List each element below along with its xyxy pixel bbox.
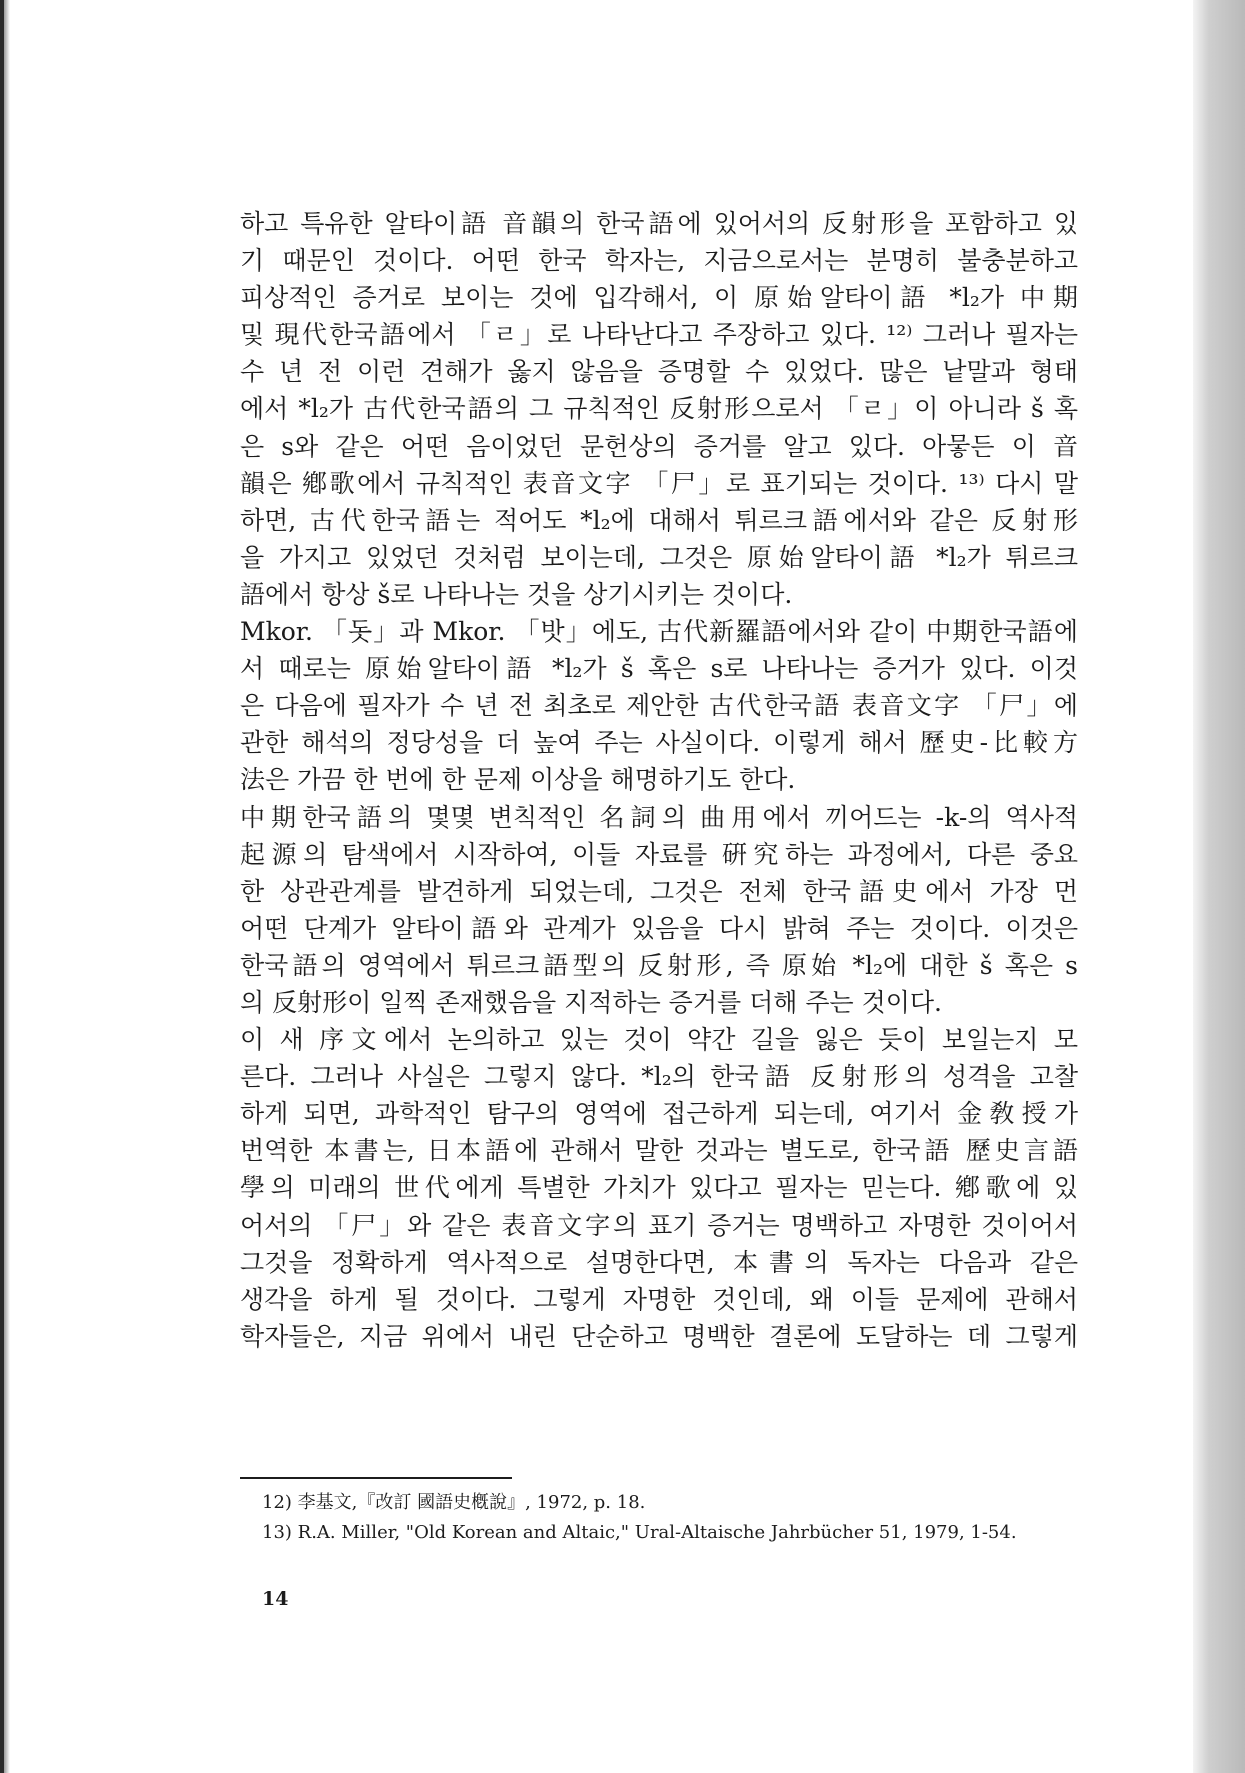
text-line: 른다. 그러나 사실은 그렇지 않다. *l₂의 한국語 反射形의 성격을 고찰 xyxy=(240,1062,1078,1092)
text-line: 韻은 鄕歌에서 규칙적인 表音文字 「尸」로 표기되는 것이다. ¹³⁾ 다시 말 xyxy=(240,468,1078,498)
text-line: 한 상관관계를 발견하게 되었는데, 그것은 전체 한국語史에서 가장 먼 xyxy=(240,876,1078,906)
text-line: 에서 *l₂가 古代한국語의 그 규칙적인 反射形으로서 「ㄹ」이 아니라 š 혹 xyxy=(240,394,1078,424)
text-line: 관한 해석의 정당성을 더 높여 주는 사실이다. 이렇게 해서 歷史-比較方 xyxy=(240,728,1078,758)
text-line: 은 다음에 필자가 수 년 전 최초로 제안한 古代한국語 表音文字 「尸」에 xyxy=(240,691,1078,721)
page-number: 14 xyxy=(262,1588,289,1610)
page-right-edge xyxy=(1193,0,1245,1773)
text-line: 은 s와 같은 어떤 음이었던 문헌상의 증거를 알고 있다. 아뭏든 이 音 xyxy=(240,431,1078,461)
text-line: 學의 미래의 世代에게 특별한 가치가 있다고 필자는 믿는다. 鄕歌에 있 xyxy=(240,1173,1078,1203)
footnote-rule xyxy=(240,1477,512,1479)
footnote-12: 12) 李基文,『改訂 國語史槪說』, 1972, p. 18. xyxy=(262,1492,646,1513)
text-line: 피상적인 증거로 보이는 것에 입각해서, 이 原始알타이語 *l₂가 中期 xyxy=(240,283,1078,313)
text-line: 이 새 序文에서 논의하고 있는 것이 약간 길을 잃은 듯이 보일는지 모 xyxy=(240,1025,1078,1055)
text-line: 하면, 古代한국語는 적어도 *l₂에 대해서 튀르크語에서와 같은 反射形 xyxy=(240,505,1078,535)
text-line: 하게 되면, 과학적인 탐구의 영역에 접근하게 되는데, 여기서 金敎授가 xyxy=(240,1099,1078,1129)
text-line: 서 때로는 原始알타이語 *l₂가 š 혹은 s로 나타나는 증거가 있다. 이것 xyxy=(240,654,1078,684)
text-line: 한국語의 영역에서 튀르크語型의 反射形, 즉 原始 *l₂에 대한 š 혹은 s xyxy=(240,950,1078,980)
body-text xyxy=(240,205,1078,1355)
text-line: 法은 가끔 한 번에 한 문제 이상을 해명하기도 한다. xyxy=(240,765,796,795)
text-line: 학자들은, 지금 위에서 내린 단순하고 명백한 결론에 도달하는 데 그렇게 xyxy=(240,1321,1078,1351)
text-line: 어서의 「尸」와 같은 表音文字의 표기 증거는 명백하고 자명한 것이어서 xyxy=(240,1210,1078,1240)
text-line: 하고 특유한 알타이語 音韻의 한국語에 있어서의 反射形을 포함하고 있 xyxy=(240,209,1078,238)
text-line: 기 때문인 것이다. 어떤 한국 학자는, 지금으로서는 분명히 불충분하고 xyxy=(240,246,1078,276)
text-line: 수 년 전 이런 견해가 옳지 않음을 증명할 수 있었다. 많은 낱말과 형태 xyxy=(240,357,1078,387)
text-line: 語에서 항상 š로 나타나는 것을 상기시키는 것이다. xyxy=(240,579,793,609)
footnote-13: 13) R.A. Miller, "Old Korean and Altaic," Ural-Altaische Jahrbücher 51, 1979, 1-54. xyxy=(262,1522,1017,1543)
text-line: 생각을 하게 될 것이다. 그렇게 자명한 것인데, 왜 이들 문제에 관해서 xyxy=(240,1284,1078,1314)
text-line: Mkor. 「돗」과 Mkor. 「밧」에도, 古代新羅語에서와 같이 中期한국語에 xyxy=(240,617,1078,647)
text-line: 을 가지고 있었던 것처럼 보이는데, 그것은 原始알타이語 *l₂가 튀르크 xyxy=(240,542,1078,572)
footnotes xyxy=(262,1488,1082,1548)
text-line: 번역한 本書는, 日本語에 관해서 말한 것과는 별도로, 한국語 歷史言語 xyxy=(240,1136,1078,1166)
page-left-shadow xyxy=(4,0,10,1773)
text-line: 의 反射形이 일찍 존재했음을 지적하는 증거를 더해 주는 것이다. xyxy=(240,987,942,1017)
text-line: 어떤 단계가 알타이語와 관계가 있음을 다시 밝혀 주는 것이다. 이것은 xyxy=(240,913,1078,943)
text-line: 및 現代한국語에서 「ㄹ」로 나타난다고 주장하고 있다. ¹²⁾ 그러나 필자는 xyxy=(240,320,1078,350)
text-line: 그것을 정확하게 역사적으로 설명한다면, 本書의 독자는 다음과 같은 xyxy=(240,1247,1078,1277)
text-line: 起源의 탐색에서 시작하여, 이들 자료를 硏究하는 과정에서, 다른 중요 xyxy=(240,839,1078,869)
text-line: 中期한국語의 몇몇 변칙적인 名詞의 曲用에서 끼어드는 -k-의 역사적 xyxy=(240,802,1078,832)
